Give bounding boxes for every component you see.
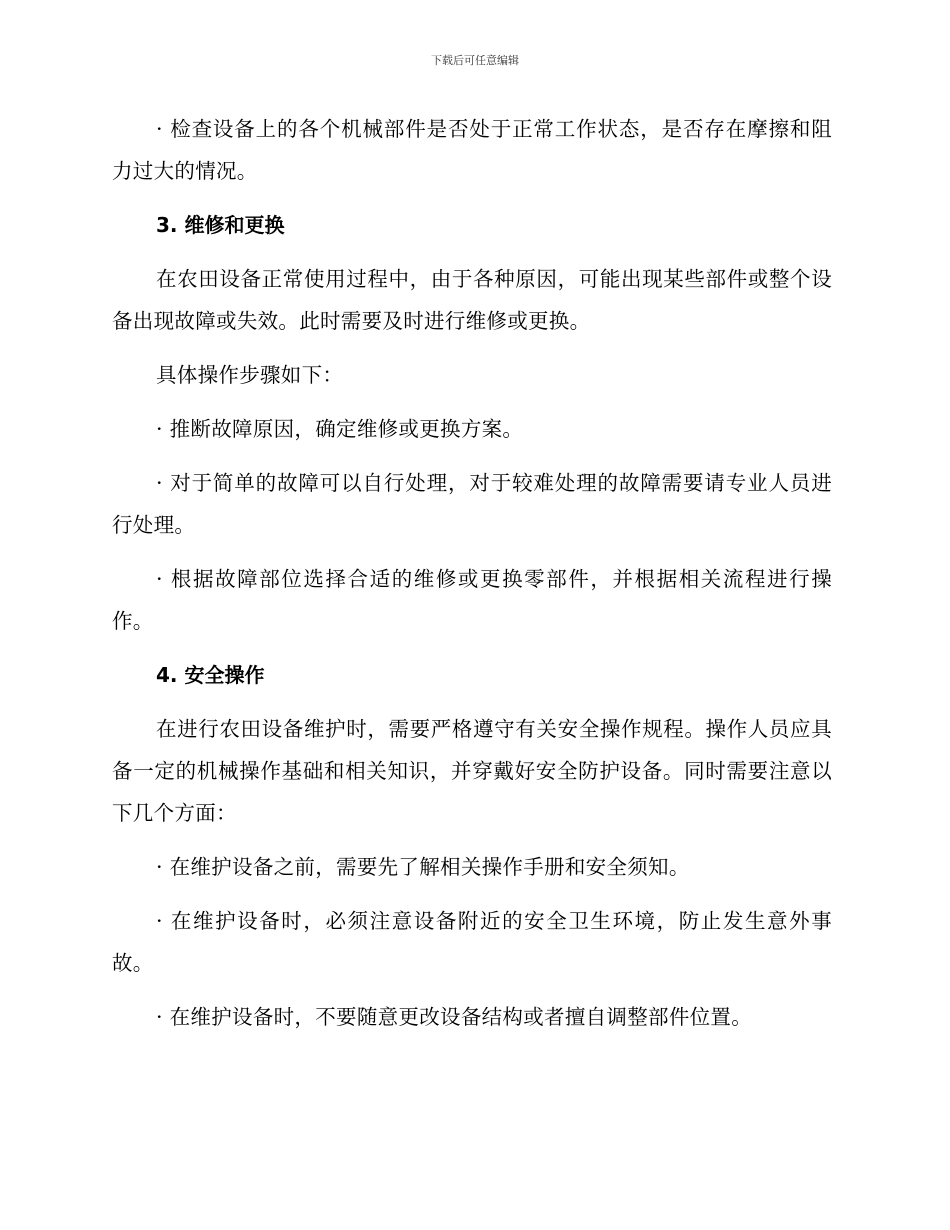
paragraph-steps-intro: 具体操作步骤如下： bbox=[156, 363, 344, 387]
document-body bbox=[112, 108, 832, 1050]
bullet-item-select-parts: · 根据故障部位选择合适的维修或更换零部件，并根据相关流程进行操作。 bbox=[112, 567, 832, 633]
paragraph-repair-intro: 在农田设备正常使用过程中，由于各种原因，可能出现某些部件或整个设备出现故障或失效。此时需要及时进行维修或更换。 bbox=[112, 267, 832, 333]
bullet-item-check-mechanical-parts: · 检查设备上的各个机械部件是否处于正常工作状态，是否存在摩擦和阻力过大的情况。 bbox=[112, 117, 832, 183]
section-heading-safe-operation: 4. 安全操作 bbox=[156, 663, 265, 687]
bullet-item-simple-vs-complex-fault: · 对于简单的故障可以自行处理，对于较难处理的故障需要请专业人员进行处理。 bbox=[112, 471, 832, 537]
page-header: 下载后可任意编辑 bbox=[431, 54, 519, 67]
bullet-item-safe-environment: · 在维护设备时，必须注意设备附近的安全卫生环境，防止发生意外事故。 bbox=[112, 909, 832, 975]
paragraph-safety-intro: 在进行农田设备维护时，需要严格遵守有关安全操作规程。操作人员应具备一定的机械操作基础和相关知识，并穿戴好安全防护设备。同时需要注意以下几个方面： bbox=[112, 717, 832, 825]
bullet-item-diagnose-fault: · 推断故障原因，确定维修或更换方案。 bbox=[156, 417, 524, 441]
bullet-item-no-structure-change: · 在维护设备时，不要随意更改设备结构或者擅自调整部件位置。 bbox=[156, 1005, 753, 1029]
bullet-item-read-manual: · 在维护设备之前，需要先了解相关操作手册和安全须知。 bbox=[156, 855, 690, 879]
section-heading-repair-and-replace: 3. 维修和更换 bbox=[156, 213, 285, 237]
